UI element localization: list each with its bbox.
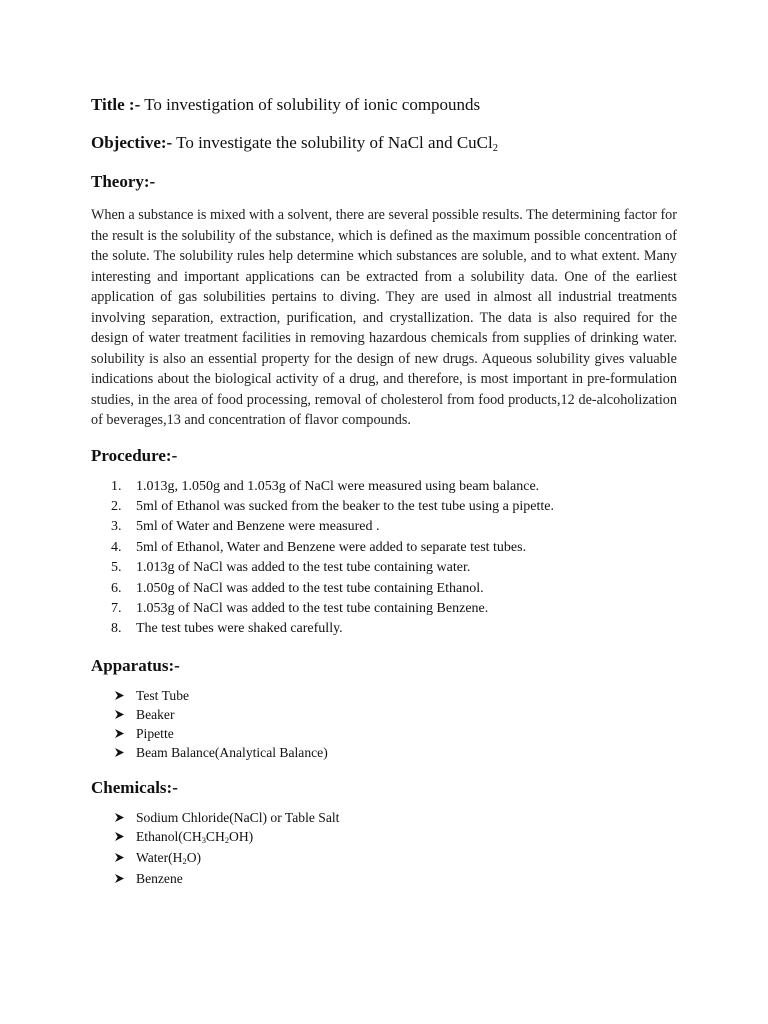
apparatus-item bbox=[91, 743, 677, 762]
step-text: 5ml of Ethanol, Water and Benzene were added to separate test tubes. bbox=[136, 539, 527, 555]
arrowhead-bullet-icon bbox=[115, 710, 124, 719]
title-text: To investigation of solubility of ionic compounds bbox=[140, 95, 481, 114]
step-text: 1.013g of NaCl was added to the test tube containing water. bbox=[136, 560, 471, 576]
chemicals-list bbox=[91, 808, 677, 889]
chemicals-heading: Chemicals:- bbox=[91, 777, 178, 797]
arrowhead-bullet-icon bbox=[115, 832, 124, 841]
step-number: 8. bbox=[111, 621, 122, 637]
procedure-step bbox=[91, 558, 677, 578]
procedure-step bbox=[91, 579, 677, 599]
procedure-step bbox=[91, 517, 677, 537]
arrowhead-bullet-icon bbox=[115, 748, 124, 757]
title-line bbox=[91, 94, 677, 116]
ethanol-subscript: 2 bbox=[224, 834, 230, 845]
step-number: 5. bbox=[111, 560, 122, 576]
step-number: 7. bbox=[111, 600, 122, 616]
water-subscript: 2 bbox=[182, 856, 187, 867]
water-part: Water(H bbox=[136, 849, 183, 865]
objective-text: To investigate the solubility of NaCl and CuCl bbox=[172, 133, 493, 152]
step-number: 4. bbox=[111, 539, 122, 555]
apparatus-item bbox=[91, 705, 677, 724]
procedure-step bbox=[91, 538, 677, 558]
step-text: 5ml of Water and Benzene were measured . bbox=[136, 519, 380, 535]
arrowhead-bullet-icon bbox=[115, 729, 124, 738]
procedure-step bbox=[91, 619, 677, 639]
theory-paragraph: When a substance is mixed with a solvent, there are several possible results. The determining factor for the result is the solubility of the substance, which is defined as the maximum possible concentration of the solute. The solubility rules help determine which substances are soluble, and to what extent. Many interesting and important applications can be extracted from a solubility data. One of the earliest application of gas solubilities pertains to diving. They are used in almost all industrial treatments involving separation, extraction, purification, and crystallization. The data is also required for the design of water treatment facilities in removing hazardous chemicals from supplies of drinking water. solubility is also an essential property for the design of new drugs. Aqueous solubility gives valuable indications about the biological activity of a drug, and therefore, is most important in pre-formulation studies, in the area of food processing, removal of cholesterol from food products,12 de-alcoholization of beverages,13 and concentration of flavor compounds. bbox=[91, 207, 677, 428]
procedure-step bbox=[91, 599, 677, 619]
apparatus-list bbox=[91, 686, 677, 763]
objective-label: Objective:- bbox=[91, 133, 173, 152]
chemical-water bbox=[136, 850, 201, 865]
step-number: 3. bbox=[111, 519, 122, 535]
water-part: O) bbox=[186, 849, 202, 865]
step-text: 1.050g of NaCl was added to the test tube containing Ethanol. bbox=[136, 580, 484, 596]
step-number: 2. bbox=[111, 498, 122, 514]
step-text: 5ml of Ethanol was sucked from the beaker to the test tube using a pipette. bbox=[136, 498, 554, 514]
document-body bbox=[91, 94, 677, 888]
step-number: 1. bbox=[111, 478, 122, 494]
procedure-heading: Procedure:- bbox=[91, 445, 178, 465]
chemical-item bbox=[91, 808, 677, 827]
title-label: Title :- bbox=[91, 95, 141, 114]
ethanol-part: CH bbox=[205, 828, 225, 844]
apparatus-item bbox=[91, 724, 677, 743]
procedure-step bbox=[91, 497, 677, 517]
ethanol-part: Ethanol(CH bbox=[136, 828, 202, 844]
chemical-ethanol bbox=[136, 829, 253, 844]
objective-subscript: 2 bbox=[492, 142, 498, 154]
arrowhead-bullet-icon bbox=[115, 691, 124, 700]
step-text: 1.053g of NaCl was added to the test tube containing Benzene. bbox=[136, 600, 489, 616]
apparatus-item-label: Test Tube bbox=[136, 687, 190, 703]
procedure-list bbox=[91, 477, 677, 640]
step-text: 1.013g, 1.050g and 1.053g of NaCl were measured using beam balance. bbox=[136, 478, 540, 494]
procedure-step bbox=[91, 477, 677, 497]
chemical-sodium-chloride: Sodium Chloride(NaCl) or Table Salt bbox=[136, 809, 340, 825]
chemical-benzene: Benzene bbox=[136, 871, 183, 887]
apparatus-item-label: Beaker bbox=[136, 706, 175, 722]
ethanol-part: OH) bbox=[229, 828, 254, 844]
chemical-item bbox=[91, 869, 677, 888]
chemical-item bbox=[91, 827, 677, 848]
arrowhead-bullet-icon bbox=[115, 853, 124, 862]
apparatus-item bbox=[91, 686, 677, 705]
step-text: The test tubes were shaked carefully. bbox=[136, 621, 343, 637]
apparatus-item-label: Beam Balance(Analytical Balance) bbox=[136, 745, 328, 761]
step-number: 6. bbox=[111, 580, 122, 596]
arrowhead-bullet-icon bbox=[115, 874, 124, 883]
ethanol-subscript: 3 bbox=[201, 834, 206, 845]
arrowhead-bullet-icon bbox=[115, 813, 124, 822]
theory-heading: Theory:- bbox=[91, 172, 156, 191]
chemical-item bbox=[91, 848, 677, 869]
apparatus-item-label: Pipette bbox=[136, 726, 174, 742]
objective-line bbox=[91, 132, 677, 157]
apparatus-heading: Apparatus:- bbox=[91, 655, 180, 675]
